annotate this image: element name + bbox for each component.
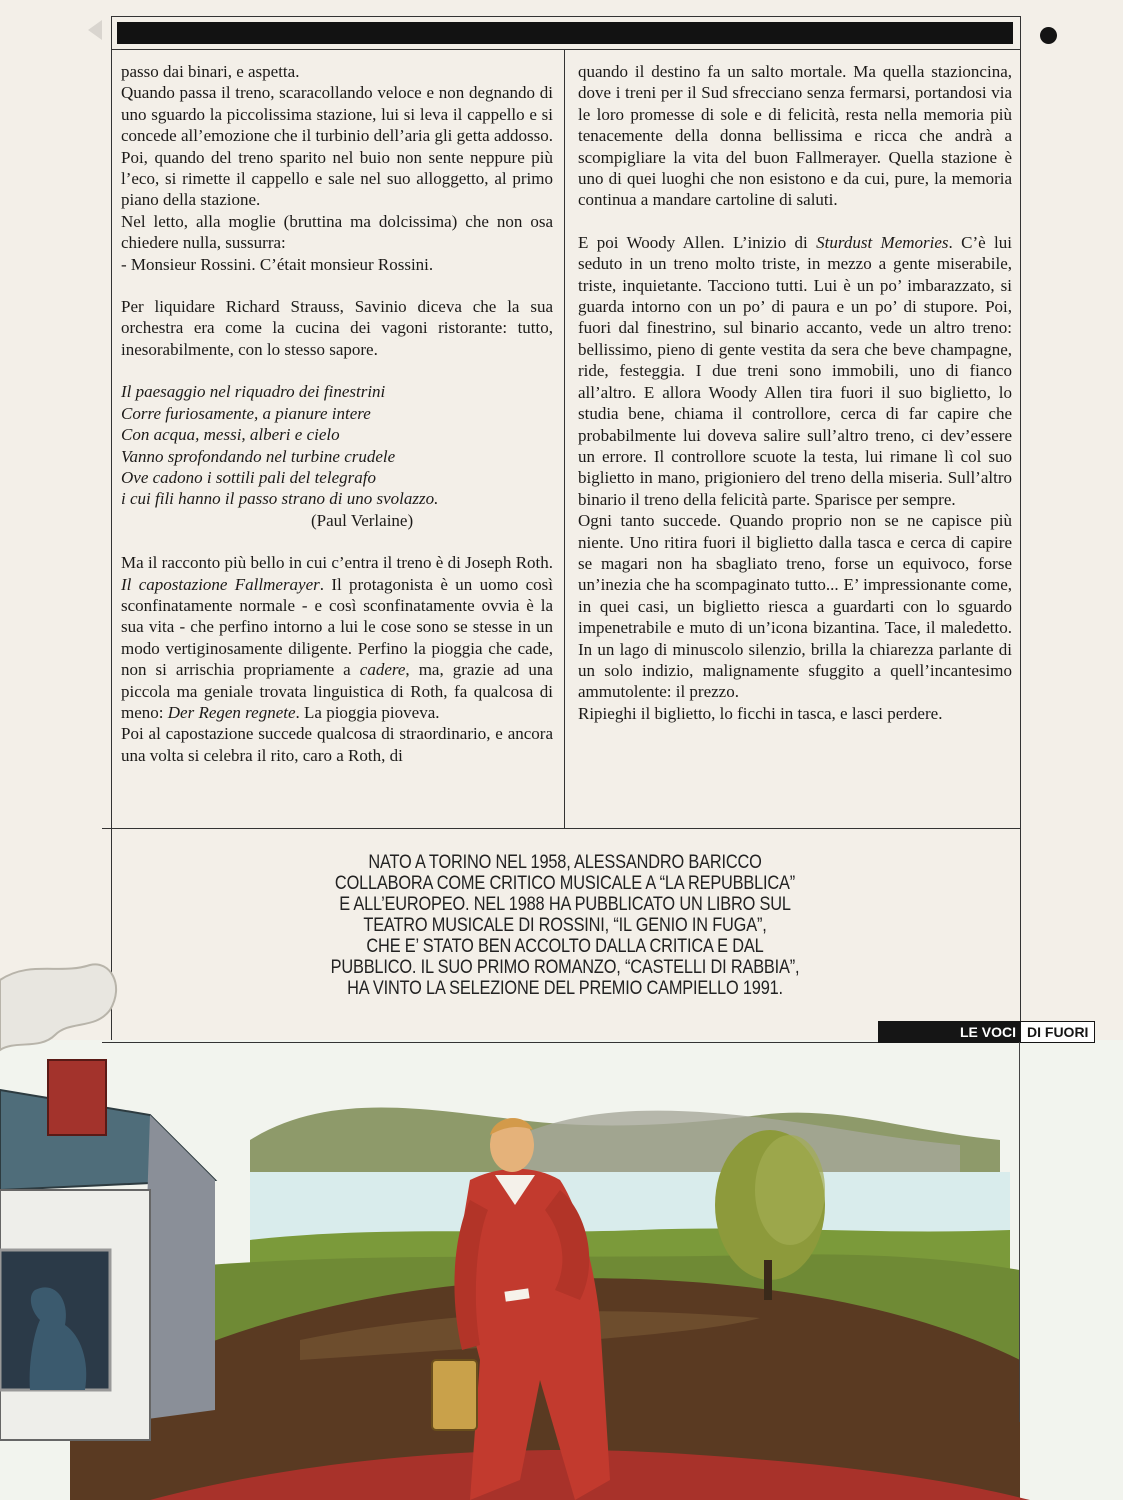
section-tag-part2: DI FUORI [1020, 1021, 1095, 1043]
poem-line: Corre furiosamente, a pianure intere [121, 403, 371, 423]
bio-line: TEATRO MUSICALE DI ROSSINI, “IL GENIO IN FUGA”, [363, 915, 767, 936]
bio-line: HA VINTO LA SELEZIONE DEL PREMIO CAMPIELLO 1991. [347, 978, 783, 999]
text-run: E poi Woody Allen. L’inizio di [578, 232, 817, 252]
book-title: Il capostazione Fallmerayer [121, 574, 320, 594]
column-divider [564, 50, 565, 828]
paragraph: Quando passa il treno, scaracollando veloce e non degnando di uno sguardo la piccolissima stazione, lui si leva il cappello e si concede all’emozione che il turbinio dell’aria gli getta addosso. Poi, quando del treno sparito nel buio non sente neppure più l’eco, si rimette il cappello e sale nel suo alloggetto, al primo piano della stazione. [121, 83, 553, 210]
paragraph: Per liquidare Richard Strauss, Savinio diceva che la sua orchestra era come la cucina dei vagoni ristorante: tutto, inesorabilmente, con lo stesso sapore. [121, 297, 553, 359]
chimney-smoke [0, 964, 116, 1050]
header-black-bar [117, 22, 1013, 44]
paragraph: Ripieghi il biglietto, lo ficchi in tasca, e lasci perdere. [578, 703, 943, 723]
paragraph: - Monsieur Rossini. C’était monsieur Rossini. [121, 254, 434, 274]
bullet-dot-icon [1040, 27, 1057, 44]
page-edge-rule [1019, 1042, 1020, 1422]
suitcase [432, 1360, 477, 1430]
verlaine-poem [121, 381, 553, 531]
poem-line: i cui fili hanno il passo strano di uno svolazzo. [121, 489, 439, 509]
paragraph: Poi al capostazione succede qualcosa di straordinario, e ancora una volta si celebra il rito, caro a Roth, di [121, 724, 553, 765]
poem-line: Con acqua, messi, alberi e cielo [121, 425, 340, 445]
german-quote: Der Regen regnete [167, 702, 296, 722]
text-run: Ma il racconto più bello in cui c’entra il treno è di Joseph Roth. [121, 553, 553, 573]
paragraph: Nel letto, alla moglie (bruttina ma dolcissima) che non osa chiedere nulla, sussurra: [121, 211, 553, 253]
tree-trunk [764, 1260, 772, 1300]
section-tag [878, 1021, 1095, 1043]
text-run: . La pioggia pioveva. [295, 702, 440, 722]
paragraph-roth [121, 552, 553, 723]
bio-line: E ALL’EUROPEO. NEL 1988 HA PUBBLICATO UN LIBRO SUL [339, 894, 791, 915]
poem-line: Ove cadono i sottili pali del telegrafo [121, 467, 376, 487]
bio-line: CHE E’ STATO BEN ACCOLTO DALLA CRITICA E DAL [366, 936, 764, 957]
bio-line: NATO A TORINO NEL 1958, ALESSANDRO BARICCO [368, 852, 762, 873]
poem-author: (Paul Verlaine) [311, 510, 414, 530]
text-run: , ma, grazie ad una piccola ma geniale trovata linguistica di Roth, fa qualcosa di meno: [121, 660, 553, 722]
poem-line: Il paesaggio nel riquadro dei finestrini [121, 382, 386, 402]
emphasized-word: cadere [359, 660, 406, 680]
paragraph: quando il destino fa un salto mortale. Ma quella stazioncina, dove i treni per il Sud sfrecciano senza fermarsi, portandosi via le loro promesse di sole e di felicità, resta nella memoria più tenacemente della donna bellissima e ricca che andrà a scompigliare la vita del buon Fallmerayer. Quella stazione è uno di quei luoghi che non esistono e da cui, pure, la memoria continua a mandare cartoline di saluti. [578, 62, 1012, 210]
paragraph: passo dai binari, e aspetta. [121, 62, 300, 81]
text-run: . Il protagonista è un uomo così sconfinatamente normale - e così sconfinatamente ovvia è la sua vita - che perfino intorno a lui le cose sono se stesse in un modo vertiginosamente diligente. Perfino la pioggia che cade, non si arrischia propriamente a [121, 574, 553, 680]
section-tag-part1: LE VOCI [878, 1021, 1020, 1043]
poem-line: Vanno sprofondando nel turbine crudele [121, 446, 396, 466]
film-title: Sturdust Memories [816, 232, 949, 252]
paragraph-woody-allen [578, 232, 1012, 510]
bio-line: COLLABORA COME CRITICO MUSICALE A “LA REPUBBLICA” [334, 873, 796, 894]
chimney [48, 1060, 106, 1135]
tree-crown-shade [755, 1135, 825, 1245]
bio-line: PUBBLICO. IL SUO PRIMO ROMANZO, “CASTELLI DI RABBIA”, [330, 957, 800, 978]
text-run: . C’è lui seduto in un treno molto triste, in mezzo a gente miserabile, triste, inquietante. Tacciono tutti. Lui è un po’ imbarazzato, si guarda intorno con un po’ di paura e un po’ di stupore. Poi, fuori dal finestrino, sul binario accanto, vede un altro treno: bellissimo, pieno di gente vestita da sera che beve champagne, ride, festeggia. I due treni sono immobili, uno di fianco all’altro. E allora Woody Allen tira fuori il suo biglietto, lo studia bene, chiama il controllore, cerca di far capire che probabilmente lui doveva salire sull’altro treno, ci dev’essere un errore. Il controllore scuote la testa, lui rimane lì col suo biglietto in mano, prigioniero del treno della miseria. Sull’altro binario il treno della felicità parte. Sparisce per sempre. [578, 232, 1012, 509]
article-right-column [578, 61, 1012, 724]
paragraph: Ogni tanto succede. Quando proprio non se ne capisce più niente. Uno ritira fuori il biglietto dalla tasca e cerca di capire se magari non ha sbagliato treno, forse un equivoco, forse un’inezia che ha scompaginato tutto... E’ impressionante come, in quei casi, un biglietto riesca a guardarti con lo sguardo impenetrabile e muto di un’icona bizantina. Tace, il maledetto. In un lago di minuscolo silenzio, brilla la chiarezza parlante di un solo indizio, malignamente sfuggito a quell’incantesimo ammutolente: il prezzo. [578, 511, 1012, 702]
page-corner-arrow-icon [88, 20, 102, 40]
article-left-column [121, 61, 553, 766]
